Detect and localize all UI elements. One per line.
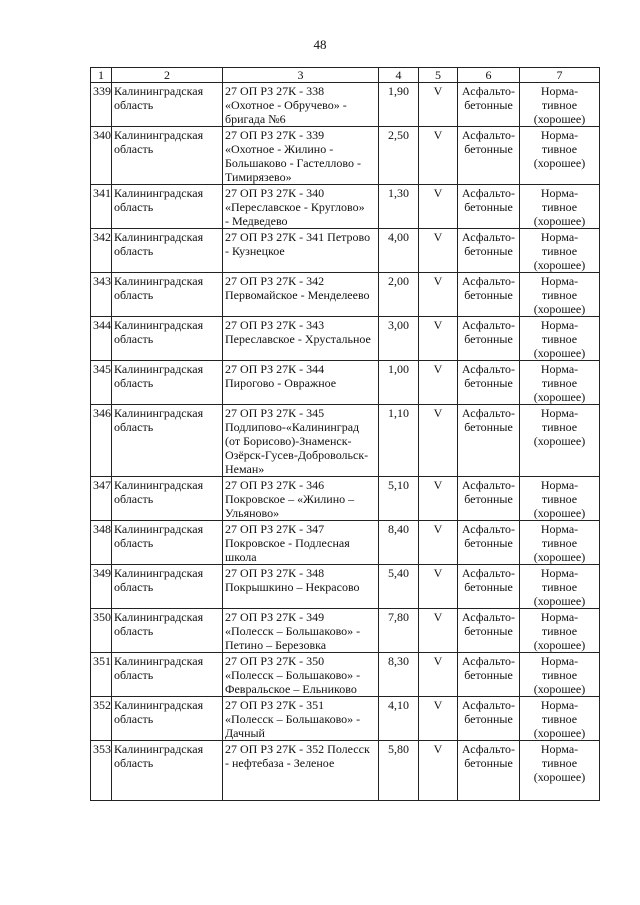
row-number-cell: 341: [91, 185, 112, 229]
category-cell: V: [419, 521, 458, 565]
coverage-line: бетонные: [464, 712, 513, 726]
coverage-cell: [458, 741, 520, 801]
category-cell: V: [419, 609, 458, 653]
condition-line: Норма-: [540, 654, 579, 668]
condition-line: Норма-: [540, 362, 579, 376]
length-cell: 1,10: [379, 405, 419, 477]
page-number: 48: [313, 37, 327, 52]
road-name-line: школа: [225, 550, 257, 564]
region-cell: Калининградская область: [112, 653, 223, 697]
length-cell: 1,30: [379, 185, 419, 229]
table-row: [91, 317, 600, 361]
coverage-cell: [458, 361, 520, 405]
condition-cell: [520, 565, 600, 609]
road-name-line: Тимирязево»: [225, 170, 292, 184]
category-cell: V: [419, 653, 458, 697]
coverage-line: Асфальто-: [461, 318, 516, 332]
coverage-cell: [458, 697, 520, 741]
region-cell: Калининградская область: [112, 405, 223, 477]
condition-cell: [520, 521, 600, 565]
category-cell: V: [419, 83, 458, 127]
coverage-cell: [458, 229, 520, 273]
condition-cell: [520, 741, 600, 801]
road-name-line: 27 ОП РЗ 27К - 348: [225, 566, 325, 580]
category-cell: V: [419, 317, 458, 361]
road-name-cell: [223, 477, 379, 521]
condition-line: (хорошее): [533, 434, 586, 448]
condition-line: (хорошее): [533, 726, 586, 740]
coverage-line: бетонные: [464, 756, 513, 770]
region-cell: Калининградская область: [112, 477, 223, 521]
table-row: [91, 521, 600, 565]
condition-line: Норма-: [540, 698, 579, 712]
condition-line: тивное: [541, 244, 578, 258]
coverage-line: Асфальто-: [461, 128, 516, 142]
category-cell: V: [419, 741, 458, 801]
condition-cell: [520, 405, 600, 477]
road-name-cell: [223, 127, 379, 185]
road-name-line: Подлипово-«Калининград: [225, 420, 360, 434]
condition-cell: [520, 185, 600, 229]
coverage-cell: [458, 565, 520, 609]
condition-line: тивное: [541, 756, 578, 770]
length-cell: 2,00: [379, 273, 419, 317]
road-name-line: 27 ОП РЗ 27К - 351: [225, 698, 325, 712]
road-name-cell: [223, 405, 379, 477]
condition-line: Норма-: [540, 566, 579, 580]
region-cell: Калининградская область: [112, 185, 223, 229]
condition-cell: [520, 653, 600, 697]
coverage-line: бетонные: [464, 98, 513, 112]
region-cell: Калининградская область: [112, 521, 223, 565]
length-cell: 4,00: [379, 229, 419, 273]
table-row: [91, 229, 600, 273]
coverage-line: Асфальто-: [461, 566, 516, 580]
road-name-line: «Охотное - Обручево» -: [225, 98, 347, 112]
road-name-line: 27 ОП РЗ 27К - 347: [225, 522, 325, 536]
coverage-line: бетонные: [464, 332, 513, 346]
coverage-line: бетонные: [464, 376, 513, 390]
category-cell: V: [419, 477, 458, 521]
road-name-line: Озёрск-Гусев-Добровольск-: [225, 448, 369, 462]
row-number-cell: 349: [91, 565, 112, 609]
condition-line: тивное: [541, 288, 578, 302]
coverage-cell: [458, 83, 520, 127]
road-name-line: Покровское - Подлесная: [225, 536, 350, 550]
region-cell: Калининградская область: [112, 697, 223, 741]
road-name-line: 27 ОП РЗ 27К - 346: [225, 478, 325, 492]
road-name-line: Пирогово - Овражное: [225, 376, 337, 390]
condition-line: тивное: [541, 376, 578, 390]
table-row: [91, 477, 600, 521]
region-cell: Калининградская область: [112, 229, 223, 273]
table-header-row: [91, 68, 600, 83]
table-row: [91, 741, 600, 801]
condition-line: (хорошее): [533, 346, 586, 360]
coverage-cell: [458, 127, 520, 185]
length-cell: 1,90: [379, 83, 419, 127]
category-cell: V: [419, 565, 458, 609]
road-name-cell: [223, 317, 379, 361]
road-name-line: 27 ОП РЗ 27К - 345: [225, 406, 325, 420]
region-cell: Калининградская область: [112, 127, 223, 185]
row-number-cell: 340: [91, 127, 112, 185]
road-name-line: Дачный: [225, 726, 265, 740]
region-cell: Калининградская область: [112, 609, 223, 653]
coverage-line: Асфальто-: [461, 362, 516, 376]
category-cell: V: [419, 697, 458, 741]
road-name-line: - нефтебаза - Зеленое: [225, 756, 335, 770]
condition-line: Норма-: [540, 274, 579, 288]
condition-cell: [520, 127, 600, 185]
road-name-line: (от Борисово)-Знаменск-: [225, 434, 352, 448]
road-name-line: Первомайское - Менделеево: [225, 288, 370, 302]
condition-line: тивное: [541, 580, 578, 594]
condition-line: Норма-: [540, 610, 579, 624]
condition-line: Норма-: [540, 84, 579, 98]
category-cell: V: [419, 273, 458, 317]
road-name-cell: [223, 273, 379, 317]
length-cell: 8,40: [379, 521, 419, 565]
condition-line: Норма-: [540, 128, 579, 142]
condition-line: (хорошее): [533, 506, 586, 520]
condition-line: Норма-: [540, 186, 579, 200]
coverage-cell: [458, 317, 520, 361]
road-name-line: 27 ОП РЗ 27К - 344: [225, 362, 325, 376]
road-name-line: «Полесск – Большаково» -: [225, 712, 361, 726]
condition-line: тивное: [541, 668, 578, 682]
road-name-line: 27 ОП РЗ 27К - 340: [225, 186, 325, 200]
length-cell: 5,40: [379, 565, 419, 609]
header-cell: 1: [91, 68, 112, 83]
condition-cell: [520, 477, 600, 521]
length-cell: 1,00: [379, 361, 419, 405]
region-cell: Калининградская область: [112, 83, 223, 127]
condition-line: (хорошее): [533, 156, 586, 170]
road-name-line: 27 ОП РЗ 27К - 342: [225, 274, 325, 288]
condition-cell: [520, 361, 600, 405]
region-cell: Калининградская область: [112, 565, 223, 609]
coverage-line: бетонные: [464, 492, 513, 506]
length-cell: 8,30: [379, 653, 419, 697]
coverage-cell: [458, 477, 520, 521]
coverage-line: бетонные: [464, 624, 513, 638]
row-number-cell: 352: [91, 697, 112, 741]
length-cell: 5,10: [379, 477, 419, 521]
road-name-line: Покровское – «Жилино –: [225, 492, 355, 506]
table-row: [91, 565, 600, 609]
roads-table: [90, 67, 600, 801]
category-cell: V: [419, 405, 458, 477]
condition-line: (хорошее): [533, 594, 586, 608]
condition-line: тивное: [541, 200, 578, 214]
row-number-cell: 342: [91, 229, 112, 273]
road-name-line: 27 ОП РЗ 27К - 350: [225, 654, 325, 668]
coverage-line: бетонные: [464, 142, 513, 156]
condition-line: (хорошее): [533, 302, 586, 316]
coverage-line: бетонные: [464, 536, 513, 550]
condition-line: тивное: [541, 536, 578, 550]
table-row: [91, 609, 600, 653]
table-row: [91, 697, 600, 741]
length-cell: 4,10: [379, 697, 419, 741]
coverage-line: Асфальто-: [461, 698, 516, 712]
category-cell: V: [419, 361, 458, 405]
road-name-line: 27 ОП РЗ 27К - 338: [225, 84, 325, 98]
region-cell: Калининградская область: [112, 317, 223, 361]
road-name-line: Большаково - Гастеллово -: [225, 156, 361, 170]
road-name-line: Февральское – Ельниково: [225, 682, 357, 696]
coverage-line: бетонные: [464, 580, 513, 594]
header-cell: 6: [458, 68, 520, 83]
coverage-cell: [458, 521, 520, 565]
coverage-cell: [458, 405, 520, 477]
road-name-cell: [223, 361, 379, 405]
road-name-line: 27 ОП РЗ 27К - 339: [225, 128, 325, 142]
table-row: [91, 83, 600, 127]
length-cell: 2,50: [379, 127, 419, 185]
condition-line: Норма-: [540, 522, 579, 536]
category-cell: V: [419, 229, 458, 273]
condition-line: тивное: [541, 492, 578, 506]
condition-line: Норма-: [540, 478, 579, 492]
road-name-line: Неман»: [225, 462, 265, 476]
condition-cell: [520, 697, 600, 741]
row-number-cell: 353: [91, 741, 112, 801]
road-name-cell: [223, 609, 379, 653]
coverage-line: Асфальто-: [461, 186, 516, 200]
condition-line: Норма-: [540, 406, 579, 420]
header-cell: 7: [520, 68, 600, 83]
road-name-line: бригада №6: [225, 112, 286, 126]
coverage-cell: [458, 273, 520, 317]
road-name-line: - Медведево: [225, 214, 288, 228]
table-row: [91, 405, 600, 477]
row-number-cell: 345: [91, 361, 112, 405]
road-name-cell: [223, 185, 379, 229]
road-name-line: Ульяново»: [225, 506, 280, 520]
coverage-line: бетонные: [464, 420, 513, 434]
road-name-line: Петино – Березовка: [225, 638, 327, 652]
coverage-line: Асфальто-: [461, 84, 516, 98]
row-number-cell: 351: [91, 653, 112, 697]
coverage-cell: [458, 653, 520, 697]
condition-line: Норма-: [540, 742, 579, 756]
category-cell: V: [419, 127, 458, 185]
condition-cell: [520, 273, 600, 317]
coverage-cell: [458, 185, 520, 229]
coverage-line: бетонные: [464, 288, 513, 302]
coverage-line: Асфальто-: [461, 654, 516, 668]
road-name-line: «Охотное - Жилино -: [225, 142, 334, 156]
coverage-line: бетонные: [464, 200, 513, 214]
road-name-line: «Переславское - Круглово»: [225, 200, 365, 214]
condition-line: Норма-: [540, 230, 579, 244]
length-cell: 3,00: [379, 317, 419, 361]
coverage-line: Асфальто-: [461, 274, 516, 288]
condition-cell: [520, 229, 600, 273]
road-name-line: - Кузнецкое: [225, 244, 285, 258]
condition-line: (хорошее): [533, 112, 586, 126]
road-name-cell: [223, 653, 379, 697]
road-name-line: «Полесск – Большаково» -: [225, 624, 361, 638]
road-name-cell: [223, 741, 379, 801]
road-name-line: 27 ОП РЗ 27К - 349: [225, 610, 325, 624]
condition-cell: [520, 83, 600, 127]
coverage-line: Асфальто-: [461, 742, 516, 756]
condition-line: тивное: [541, 332, 578, 346]
region-cell: Калининградская область: [112, 741, 223, 801]
region-cell: Калининградская область: [112, 361, 223, 405]
road-name-line: 27 ОП РЗ 27К - 343: [225, 318, 325, 332]
table-row: [91, 653, 600, 697]
condition-line: (хорошее): [533, 550, 586, 564]
coverage-line: Асфальто-: [461, 610, 516, 624]
row-number-cell: 344: [91, 317, 112, 361]
coverage-line: бетонные: [464, 668, 513, 682]
condition-line: (хорошее): [533, 214, 586, 228]
road-name-line: 27 ОП РЗ 27К - 352 Полесск: [225, 742, 370, 756]
condition-line: (хорошее): [533, 390, 586, 404]
condition-line: тивное: [541, 420, 578, 434]
length-cell: 5,80: [379, 741, 419, 801]
condition-line: Норма-: [540, 318, 579, 332]
category-cell: V: [419, 185, 458, 229]
row-number-cell: 350: [91, 609, 112, 653]
condition-line: (хорошее): [533, 682, 586, 696]
header-cell: 5: [419, 68, 458, 83]
length-cell: 7,80: [379, 609, 419, 653]
road-name-line: Переславское - Хрустальное: [225, 332, 371, 346]
row-number-cell: 339: [91, 83, 112, 127]
coverage-line: Асфальто-: [461, 230, 516, 244]
road-name-cell: [223, 565, 379, 609]
table-row: [91, 185, 600, 229]
header-cell: 4: [379, 68, 419, 83]
region-cell: Калининградская область: [112, 273, 223, 317]
road-name-line: 27 ОП РЗ 27К - 341 Петрово: [225, 230, 371, 244]
condition-line: (хорошее): [533, 258, 586, 272]
condition-line: тивное: [541, 624, 578, 638]
row-number-cell: 343: [91, 273, 112, 317]
condition-line: тивное: [541, 142, 578, 156]
condition-line: тивное: [541, 712, 578, 726]
header-cell: 2: [112, 68, 223, 83]
condition-line: (хорошее): [533, 638, 586, 652]
coverage-line: Асфальто-: [461, 406, 516, 420]
road-name-cell: [223, 83, 379, 127]
coverage-cell: [458, 609, 520, 653]
row-number-cell: 348: [91, 521, 112, 565]
road-name-cell: [223, 697, 379, 741]
condition-line: тивное: [541, 98, 578, 112]
row-number-cell: 346: [91, 405, 112, 477]
condition-cell: [520, 609, 600, 653]
coverage-line: бетонные: [464, 244, 513, 258]
road-name-cell: [223, 521, 379, 565]
condition-line: (хорошее): [533, 770, 586, 784]
coverage-line: Асфальто-: [461, 522, 516, 536]
table-row: [91, 127, 600, 185]
coverage-line: Асфальто-: [461, 478, 516, 492]
road-name-line: Покрышкино – Некрасово: [225, 580, 360, 594]
header-cell: 3: [223, 68, 379, 83]
table-row: [91, 361, 600, 405]
condition-cell: [520, 317, 600, 361]
row-number-cell: 347: [91, 477, 112, 521]
road-name-cell: [223, 229, 379, 273]
road-name-line: «Полесск – Большаково» -: [225, 668, 361, 682]
table-row: [91, 273, 600, 317]
